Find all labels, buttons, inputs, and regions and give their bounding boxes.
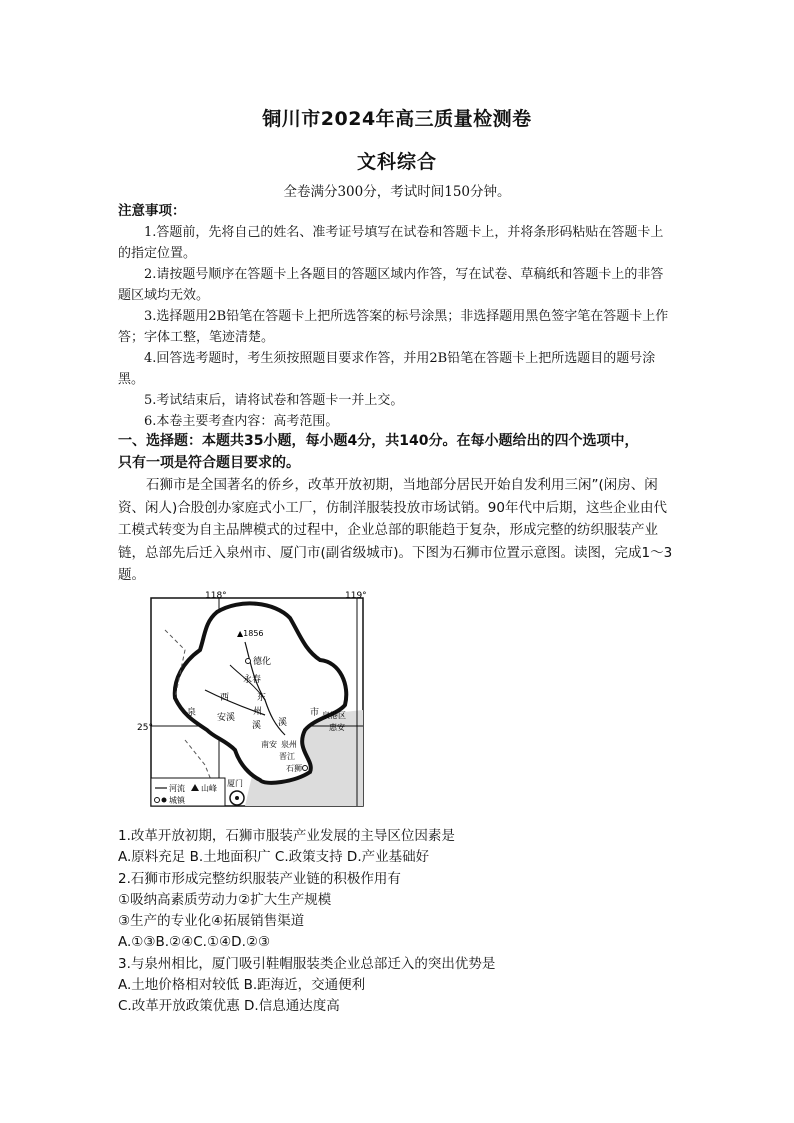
label-xi3: 溪 [278, 718, 288, 728]
label-xiamen: 厦门 [227, 779, 243, 788]
legend-city-icon [162, 798, 167, 803]
label-zhou: 州 [253, 707, 263, 717]
notes-list [118, 222, 676, 432]
note-item: 3.选择题用2B铅笔在答题卡上把所选答案的标号涂黑；非选择题用黑色签字笔在答题卡上作答；字体工整，笔迹清楚。 [118, 309, 669, 345]
question-1: 1.改革开放初期，石狮市服装产业发展的主导区位因素是 [118, 828, 455, 844]
note-item: 1.答题前，先将自己的姓名、准考证号填写在试卷和答题卡上，并将条形码粘贴在答题卡上的指定位置。 [118, 225, 664, 261]
question-2-statements-b: ③生产的专业化④拓展销售渠道 [118, 913, 305, 930]
legend-town-icon [155, 798, 160, 803]
label-xi: 西 [220, 693, 230, 703]
note-item: 2.请按题号顺序在答题卡上各题目的答题区域内作答，写在试卷、草稿纸和答题卡上的非答题区域均无效。 [118, 267, 664, 303]
legend-peak: 山峰 [201, 784, 217, 793]
question-2: 2.石狮市形成完整纺织服装产业链的积极作用有 [118, 870, 401, 887]
exam-info: 全卷满分300分，考试时间150分钟。 [283, 184, 511, 200]
legend-town: 城镇 [169, 796, 185, 805]
question-2-options: A.①③B.②④C.①④D.②③ [118, 934, 271, 951]
label-shishi: 石狮 [286, 764, 302, 773]
label-huian: 惠安 [329, 723, 345, 732]
question-2-statements-a: ①吸纳高素质劳动力②扩大生产规模 [118, 891, 332, 908]
section-heading-line2: 只有一项是符合题目要求的。 [118, 455, 300, 471]
label-dong: 东 [257, 693, 267, 703]
question-3: 3.与泉州相比，厦门吸引鞋帽服装类企业总部迁入的突出优势是 [118, 955, 496, 972]
label-shi: 市 [310, 708, 320, 718]
label-lon-118: 118° [205, 591, 227, 601]
shishi-marker [303, 766, 308, 771]
legend-river: 河流 [169, 784, 185, 793]
label-quan: 泉 [187, 708, 197, 718]
section-heading-line1: 一、选择题：本题共35小题，每小题4分，共140分。在每小题给出的四个选项中， [118, 433, 639, 449]
question-3-options-b: C.改革开放政策优惠 D.信息通达度高 [118, 998, 340, 1015]
label-yongchun: 永春 [243, 675, 262, 685]
label-quangang: 泉港区 [322, 711, 346, 720]
label-nanan: 南安 [261, 740, 277, 749]
label-lat-25: 25° [137, 723, 153, 733]
label-quanzhou: 泉州 [281, 740, 297, 749]
subject-title: 文科综合 [356, 151, 437, 173]
note-item: 4.回答选考题时，考生须按照题目要求作答，并用2B铅笔在答题卡上把所选题目的题号涂黑。 [118, 351, 656, 387]
label-lon-119: 119° [345, 591, 367, 601]
label-xi2: 溪 [252, 721, 262, 731]
note-item: 6.本卷主要考查内容：高考范围。 [144, 414, 339, 429]
label-jinjiang: 晋江 [279, 752, 295, 761]
town-marker [246, 659, 251, 664]
question-list [118, 826, 676, 1018]
label-dehua: 德化 [253, 657, 272, 667]
reading-passage [118, 474, 676, 587]
question-1-options: A.原料充足 B.土地面积广 C.政策支持 D.产业基础好 [118, 849, 430, 866]
label-anxi: 安溪 [217, 713, 236, 723]
exam-title: 铜川市2024年高三质量检测卷 [262, 108, 532, 130]
xiamen-dot [235, 796, 239, 800]
passage-text: 石狮市是全国著名的侨乡，改革开放初期，当地部分居民开始自发利用三闲”(闲房、闲资、闲人)合股创办家庭式小工厂，仿制洋服装投放市场试销。90年代中后期，这些企业由代工模式转变为自主品牌模式的过程中，企业总部的职能趋于复杂，形成完整的纺织服装产业链，总部先后迁入泉州市、厦门市(副省级城市)。下图为石狮市位置示意图。读图，完成1～3题。 [118, 477, 673, 583]
note-item: 5.考试结束后，请将试卷和答题卡一并上交。 [144, 393, 404, 408]
label-peak: ▲1856 [237, 629, 264, 638]
question-3-options-a: A.土地价格相对较低 B.距海近，交通便利 [118, 977, 366, 994]
shishi-location-map [137, 590, 370, 812]
notes-heading: 注意事项： [118, 203, 186, 219]
section-heading [118, 430, 676, 474]
